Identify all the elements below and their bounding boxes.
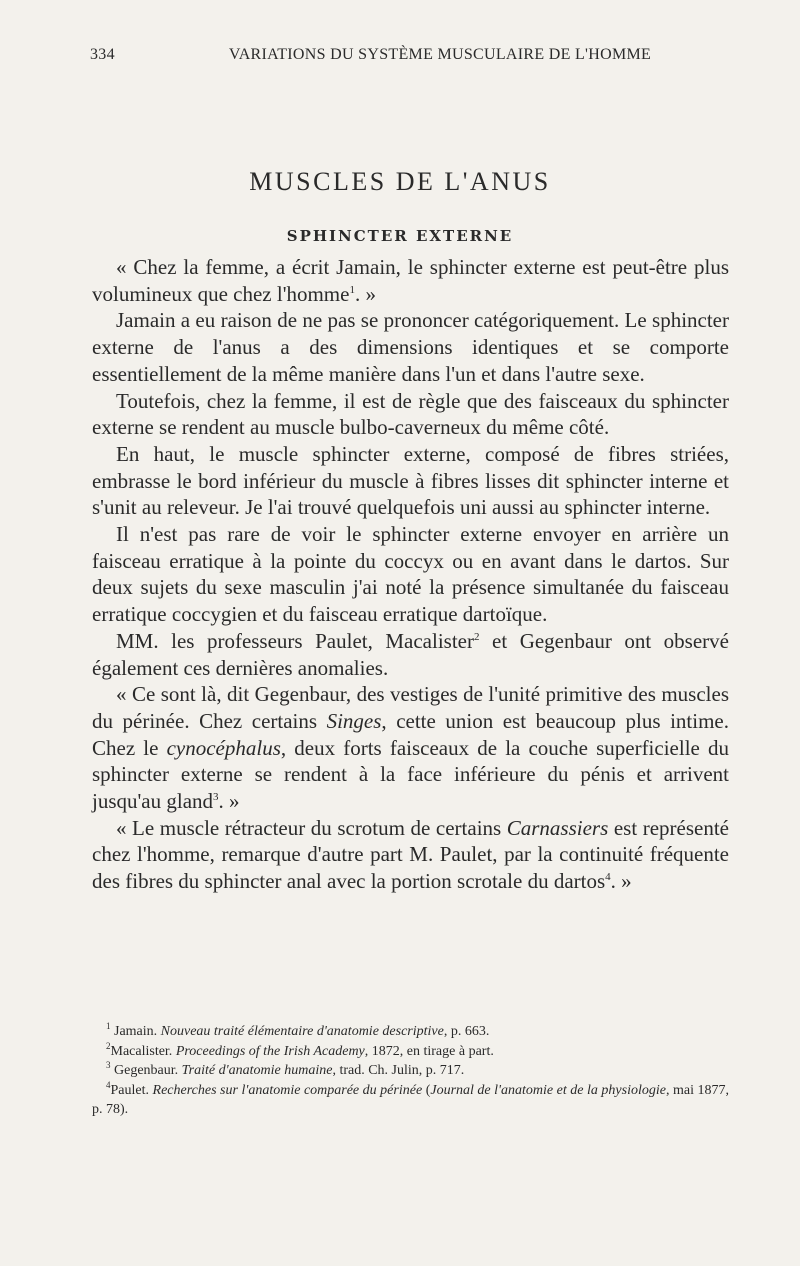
chapter-title: MUSCLES DE L'ANUS (249, 167, 551, 197)
footnote: $^3$ Gegenbaur. Traité d'anatomie humaine, trad. Ch. Julin, p. 717. (106, 1060, 465, 1078)
paragraph: Il n'est pas rare de voir le sphincter externe envoyer en arrière un faisceau erratique à la pointe du coccyx ou en avant dans le dartos. Sur deux sujets du sexe masculin j'ai noté la présence simultanée du faisceau erratique coccygien et du faisceau erratique dartoïque. (92, 522, 729, 627)
footnote-ref: 3 (213, 791, 219, 804)
footnote-ref: 1 (349, 283, 355, 296)
paragraph: En haut, le muscle sphincter externe, composé de fibres striées, embrasse le bord inférieur du muscle à fibres lisses dit sphincter interne et s'unit au releveur. Je l'ai trouvé quelquefois uni aussi au sphincter interne. (92, 441, 729, 520)
body-text (92, 254, 729, 895)
paragraph: « Le muscle rétracteur du scrotum de certains Carnassiers est représenté chez l'homme, remarque d'autre part M. Paulet, par la continuité fréquente des fibres du sphincter anal avec la portion scrotale du dartos$^4$. » (92, 815, 729, 894)
section-title: SPHINCTER EXTERNE (286, 227, 514, 246)
footnote: $^4$Paulet. Recherches sur l'anatomie comparée du périnée (Journal de l'anatomie et de la physiologie, mai 1877, p. 78). (92, 1079, 729, 1117)
paragraph: Toutefois, chez la femme, il est de règle que des faisceaux du sphincter externe se rendent au muscle bulbo-caverneux du même côté. (92, 388, 729, 440)
paragraph: « Chez la femme, a écrit Jamain, le sphincter externe est peut-être plus volumineux que chez l'homme$^1$. » (92, 255, 729, 306)
footnote-ref: 2 (474, 630, 480, 643)
paragraph: « Ce sont là, dit Gegenbaur, des vestiges de l'unité primitive des muscles du périnée. Chez certains Singes, cette union est beaucoup plus intime. Chez le cynocéphalus, deux forts faisceaux de la couche superficielle du sphincter externe se rendent à la face inférieure du pénis et arrivent jusqu'au gland$^3$. » (92, 682, 729, 814)
running-title: VARIATIONS DU SYSTÈME MUSCULAIRE DE L'HOMME (228, 46, 652, 63)
paragraph: Jamain a eu raison de ne pas se prononcer catégoriquement. Le sphincter externe de l'anus a des dimensions identiques et se comporte essentiellement de la même manière dans l'un et dans l'autre sexe. (92, 308, 729, 386)
running-header (90, 46, 730, 70)
page-number: 334 (90, 46, 115, 63)
footnote: $^2$Macalister. Proceedings of the Irish Academy, 1872, en tirage à part. (106, 1040, 494, 1059)
footnote: $^1$ Jamain. Nouveau traité élémentaire d'anatomie descriptive, p. 663. (106, 1021, 490, 1039)
paragraph: MM. les professeurs Paulet, Macalister$^2$ et Gegenbaur ont observé également ces dernières anomalies. (92, 628, 729, 680)
footnotes (92, 1022, 729, 1120)
footnote-ref: 4 (605, 871, 611, 884)
